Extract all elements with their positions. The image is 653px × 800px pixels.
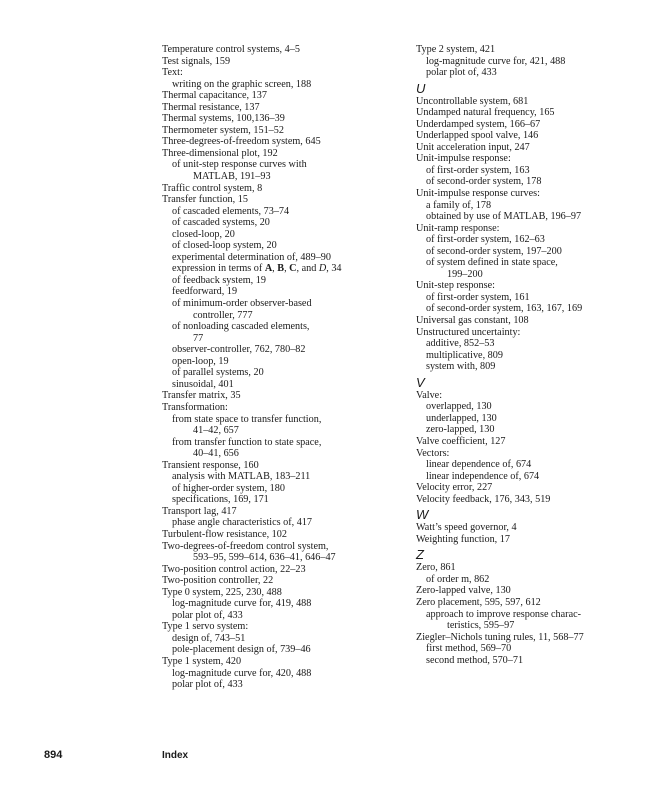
index-entry: Thermometer system, 151–52 [162,124,284,136]
index-entry: Turbulent-flow resistance, 102 [162,528,287,540]
index-entry: Zero placement, 595, 597, 612 [416,596,541,608]
index-subentry: of system defined in state space, [426,257,558,269]
index-subentry: system with, 809 [426,361,496,373]
index-subentry: of cascaded elements, 73–74 [172,205,290,217]
index-entry: Transfer function, 15 [162,194,248,206]
index-entry: Valve: [416,389,443,401]
index-subentry: of minimum-order observer-based [172,298,312,310]
index-continuation: 40–41, 656 [193,448,239,460]
running-title: Index [162,750,189,761]
index-entry: Transformation: [162,401,228,413]
index-continuation: 41–42, 657 [193,425,239,437]
index-entry: Watt’s speed governor, 4 [416,522,517,534]
index-subentry: closed-loop, 20 [172,228,235,240]
index-subentry: of first-order system, 162–63 [426,234,545,246]
index-entry: Thermal capacitance, 137 [162,90,267,102]
index-entry: Type 1 servo system: [162,621,249,633]
index-subentry: of nonloading cascaded elements, [172,321,310,333]
index-subentry: of higher-order system, 180 [172,482,285,494]
index-continuation: controller, 777 [193,309,253,321]
index-subentry: of cascaded systems, 20 [172,217,270,229]
index-entry: Unit-step response: [416,280,495,292]
index-continuation: MATLAB, 191–93 [193,171,271,183]
index-entry: Test signals, 159 [162,55,231,67]
index-entry: Temperature control systems, 4–5 [162,44,300,55]
index-subentry: first method, 569–70 [426,643,512,655]
index-subentry: of closed-loop system, 20 [172,240,277,252]
index-subentry: of second-order system, 178 [426,176,542,188]
index-subentry: experimental determination of, 489–90 [172,251,331,263]
index-entry: Zero, 861 [416,562,456,574]
index-subentry: second method, 570–71 [426,654,524,666]
index-entry: Unit acceleration input, 247 [416,141,530,153]
index-entry: Traffic control system, 8 [162,182,263,194]
index-subentry: of first-order system, 163 [426,164,530,176]
index-subentry: linear independence of, 674 [426,470,540,482]
index-subentry: of feedback system, 19 [172,274,266,286]
index-subentry: feedforward, 19 [172,286,238,298]
index-subentry: of second-order system, 163, 167, 169 [426,303,583,315]
index-subentry: polar plot of, 433 [426,67,497,79]
index-subentry: of second-order system, 197–200 [426,245,562,257]
index-subentry: of order m, 862 [426,573,490,585]
index-entry: Zero-lapped valve, 130 [416,585,511,597]
index-entry: Underdamped system, 166–67 [416,118,541,130]
index-entry: Text: [162,67,183,79]
index-subentry: zero-lapped, 130 [426,424,495,436]
index-subentry: analysis with MATLAB, 183–211 [172,471,311,483]
index-subentry: pole-placement design of, 739–46 [172,644,311,656]
index-entry: Velocity error, 227 [416,482,493,494]
index-subentry: specifications, 169, 171 [172,494,269,506]
index-entry: Transient response, 160 [162,459,259,471]
index-continuation: 199–200 [447,268,483,280]
index-column-left [162,44,392,691]
index-entry: Undamped natural frequency, 165 [416,107,555,119]
index-entry: Thermal systems, 100,136–39 [162,113,285,125]
index-entry: Thermal resistance, 137 [162,101,260,113]
index-entry: Transfer matrix, 35 [162,390,241,402]
index-subentry: log-magnitude curve for, 421, 488 [426,55,566,67]
index-subentry: of unit-step response curves with [172,159,307,171]
index-entry: Universal gas constant, 108 [416,315,529,327]
index-entry: Three-dimensional plot, 192 [162,147,278,159]
index-entry: Unstructured uncertainty: [416,326,521,338]
index-subentry: expression in terms of A, B, C, and D, 34 [172,263,342,275]
index-entry: Three-degrees-of-freedom system, 645 [162,136,321,148]
index-continuation: 593–95, 599–614, 636–41, 646–47 [193,552,336,564]
page-number: 894 [44,749,63,761]
index-subentry: approach to improve response charac- [426,608,582,620]
index-subentry: linear dependence of, 674 [426,459,532,471]
index-subentry: sinusoidal, 401 [172,378,234,390]
index-entry: Valve coefficient, 127 [416,435,506,447]
index-subentry: from transfer function to state space, [172,436,322,448]
index-entry: Vectors: [416,447,450,459]
index-entry: Two-position controller, 22 [162,575,274,587]
index-entry: Type 0 system, 225, 230, 488 [162,586,282,598]
index-subentry: observer-controller, 762, 780–82 [172,344,306,356]
index-subentry: from state space to transfer function, [172,413,322,425]
index-subentry: overlapped, 130 [426,401,492,413]
index-entry: Unit-ramp response: [416,222,500,234]
index-entry: Underlapped spool valve, 146 [416,130,539,142]
index-subentry: polar plot of, 433 [172,609,243,621]
index-entry: Two-degrees-of-freedom control system, [162,540,329,552]
section-letter: Z [416,547,424,563]
section-letter: W [416,507,429,523]
index-subentry: obtained by use of MATLAB, 196–97 [426,211,582,223]
index-subentry: design of, 743–51 [172,632,246,644]
section-letter: U [416,80,426,96]
index-subentry: log-magnitude curve for, 420, 488 [172,667,312,679]
index-subentry: of parallel systems, 20 [172,367,264,379]
index-subentry: log-magnitude curve for, 419, 488 [172,598,312,610]
index-subentry: open-loop, 19 [172,355,229,367]
index-subentry: phase angle characteristics of, 417 [172,517,313,529]
index-entry: Unit-impulse response curves: [416,188,540,200]
index-entry: Unit-impulse response: [416,153,511,165]
index-subentry: underlapped, 130 [426,412,497,424]
index-subentry: polar plot of, 433 [172,679,243,691]
index-subentry: multiplicative, 809 [426,349,503,361]
section-letter: V [416,374,425,390]
index-continuation: 77 [193,332,204,344]
index-entry: Weighting function, 17 [416,533,510,545]
index-subentry: of first-order system, 161 [426,291,530,303]
index-subentry: writing on the graphic screen, 188 [172,78,312,90]
index-continuation: teristics, 595–97 [447,620,515,632]
index-entry: Ziegler–Nichols tuning rules, 11, 568–77 [416,631,584,643]
index-subentry: a family of, 178 [426,199,492,211]
index-entry: Type 2 system, 421 [416,44,496,55]
index-entry: Type 1 system, 420 [162,655,242,667]
index-subentry: additive, 852–53 [426,338,495,350]
index-entry: Velocity feedback, 176, 343, 519 [416,493,551,505]
index-column-right [416,44,631,666]
index-entry: Two-position control action, 22–23 [162,563,306,575]
index-entry: Uncontrollable system, 681 [416,95,529,107]
index-entry: Transport lag, 417 [162,505,237,517]
